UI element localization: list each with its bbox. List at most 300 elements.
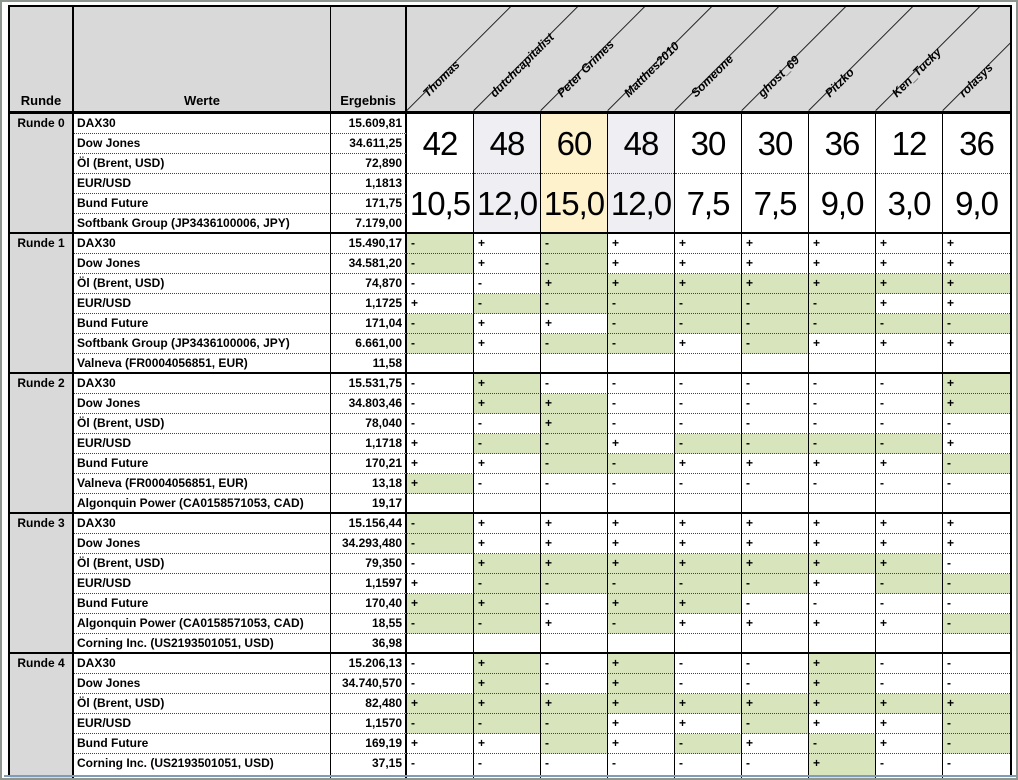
instrument-name-cell[interactable]: Dow Jones [74,534,331,554]
instrument-name-cell[interactable]: Dow Jones [74,134,331,154]
result-value-cell[interactable]: 15.490,17 [331,234,407,254]
prediction-cell[interactable]: + [809,754,876,774]
instrument-name-cell[interactable]: Bund Future [74,454,331,474]
prediction-cell[interactable]: - [541,374,608,394]
prediction-cell[interactable]: - [675,294,742,314]
prediction-cell[interactable]: - [541,654,608,674]
prediction-cell[interactable]: - [876,674,943,694]
player-name-label[interactable]: Thomas [420,57,463,100]
player-name-label[interactable]: rolasys [956,60,996,100]
prediction-cell[interactable]: + [474,374,541,394]
prediction-cell[interactable]: + [474,594,541,614]
player-name-label[interactable]: ghost_69 [755,52,803,100]
prediction-cell[interactable]: + [675,694,742,714]
prediction-cell[interactable] [474,494,541,514]
prediction-cell[interactable] [742,354,809,374]
score-cell[interactable]: 10,5 [409,185,471,222]
prediction-cell[interactable] [943,494,1010,514]
result-value-cell[interactable]: 34.803,46 [331,394,407,414]
prediction-cell[interactable] [474,634,541,654]
score-cell[interactable]: 12 [876,114,942,174]
prediction-cell[interactable]: + [474,454,541,474]
prediction-cell[interactable]: + [675,614,742,634]
prediction-cell[interactable]: + [675,514,742,534]
prediction-cell[interactable]: - [541,454,608,474]
score-cell[interactable]: 15,0 [541,174,607,234]
prediction-cell[interactable]: - [876,314,943,334]
prediction-cell[interactable]: + [675,254,742,274]
prediction-cell[interactable]: - [943,674,1010,694]
prediction-cell[interactable]: + [608,254,675,274]
instrument-name-cell[interactable]: Öl (Brent, USD) [74,694,331,714]
prediction-cell[interactable]: + [742,274,809,294]
prediction-cell[interactable]: + [809,454,876,474]
prediction-cell[interactable]: - [742,654,809,674]
prediction-cell[interactable]: + [608,234,675,254]
prediction-cell[interactable] [608,494,675,514]
prediction-cell[interactable]: - [474,714,541,734]
prediction-cell[interactable]: + [742,254,809,274]
prediction-cell[interactable]: + [675,594,742,614]
prediction-cell[interactable]: - [809,434,876,454]
prediction-cell[interactable]: + [474,534,541,554]
prediction-cell[interactable]: - [876,474,943,494]
prediction-cell[interactable]: - [608,754,675,774]
prediction-cell[interactable]: - [474,274,541,294]
prediction-cell[interactable]: - [943,654,1010,674]
prediction-cell[interactable]: + [608,594,675,614]
prediction-cell[interactable]: + [809,694,876,714]
score-cell[interactable]: 48 [474,114,540,174]
prediction-cell[interactable]: - [675,374,742,394]
result-value-cell[interactable]: 15.531,75 [331,374,407,394]
prediction-cell[interactable]: - [608,414,675,434]
prediction-cell[interactable]: + [675,534,742,554]
prediction-cell[interactable]: + [876,714,943,734]
result-value-cell[interactable]: 170,40 [331,594,407,614]
prediction-cell[interactable]: + [876,534,943,554]
column-header-ergebnis[interactable]: Ergebnis [331,7,407,111]
instrument-name-cell[interactable]: DAX30 [74,114,331,134]
prediction-cell[interactable] [407,634,474,654]
prediction-cell[interactable]: - [943,554,1010,574]
prediction-cell[interactable] [675,354,742,374]
prediction-cell[interactable]: + [474,514,541,534]
prediction-cell[interactable]: - [675,574,742,594]
prediction-cell[interactable]: + [943,254,1010,274]
round-label[interactable]: Runde 3 [10,514,74,654]
prediction-cell[interactable]: + [809,574,876,594]
prediction-cell[interactable]: - [742,434,809,454]
prediction-cell[interactable] [943,634,1010,654]
prediction-cell[interactable]: - [675,414,742,434]
player-name-label[interactable]: Someone [688,51,737,100]
prediction-cell[interactable]: - [675,654,742,674]
instrument-name-cell[interactable]: Dow Jones [74,254,331,274]
prediction-cell[interactable]: - [608,374,675,394]
prediction-cell[interactable]: + [809,614,876,634]
prediction-cell[interactable]: - [541,294,608,314]
prediction-cell[interactable]: + [742,534,809,554]
prediction-cell[interactable]: + [876,734,943,754]
prediction-cell[interactable]: - [675,474,742,494]
prediction-cell[interactable]: + [742,554,809,574]
score-cell[interactable]: 9,0 [820,185,864,222]
instrument-name-cell[interactable]: Bund Future [74,594,331,614]
prediction-cell[interactable]: - [608,394,675,414]
prediction-cell[interactable]: + [809,334,876,354]
prediction-cell[interactable] [675,634,742,654]
prediction-cell[interactable]: - [876,574,943,594]
prediction-cell[interactable]: - [608,474,675,494]
prediction-cell[interactable]: - [541,674,608,694]
prediction-cell[interactable]: + [541,694,608,714]
result-value-cell[interactable]: 11,58 [331,354,407,374]
prediction-cell[interactable] [541,354,608,374]
result-value-cell[interactable]: 36,98 [331,634,407,654]
prediction-cell[interactable]: - [608,454,675,474]
score-cell[interactable]: 30 [742,114,808,174]
prediction-cell[interactable]: - [407,254,474,274]
prediction-cell[interactable]: - [742,314,809,334]
prediction-cell[interactable]: + [541,314,608,334]
prediction-cell[interactable]: + [608,514,675,534]
prediction-cell[interactable]: + [608,534,675,554]
prediction-cell[interactable]: - [943,714,1010,734]
prediction-cell[interactable]: - [943,474,1010,494]
score-cell[interactable]: 48 [608,114,674,174]
instrument-name-cell[interactable]: EUR/USD [74,434,331,454]
prediction-cell[interactable]: + [876,334,943,354]
score-cell[interactable]: 36 [943,114,1010,174]
prediction-cell[interactable]: - [943,614,1010,634]
instrument-name-cell[interactable]: Dow Jones [74,394,331,414]
prediction-cell[interactable]: + [809,514,876,534]
instrument-name-cell[interactable]: Dow Jones [74,674,331,694]
result-value-cell[interactable]: 15.609,81 [331,114,407,134]
prediction-cell[interactable]: - [809,374,876,394]
prediction-cell[interactable] [742,634,809,654]
prediction-cell[interactable]: + [541,554,608,574]
round-label[interactable]: Runde 4 [10,654,74,774]
prediction-cell[interactable]: + [742,614,809,634]
prediction-cell[interactable]: + [608,734,675,754]
prediction-cell[interactable]: + [407,454,474,474]
prediction-cell[interactable]: + [809,234,876,254]
prediction-cell[interactable]: - [809,474,876,494]
prediction-cell[interactable]: - [541,594,608,614]
result-value-cell[interactable]: 37,15 [331,754,407,774]
score-cell[interactable]: 12,0 [608,174,674,234]
prediction-cell[interactable]: + [474,314,541,334]
prediction-cell[interactable]: + [943,374,1010,394]
prediction-cell[interactable]: - [407,754,474,774]
score-cell[interactable]: 30 [675,114,741,174]
prediction-cell[interactable]: - [407,394,474,414]
prediction-cell[interactable]: - [407,414,474,434]
prediction-cell[interactable]: + [742,694,809,714]
prediction-cell[interactable]: - [675,674,742,694]
prediction-cell[interactable] [943,354,1010,374]
round-label[interactable]: Runde 0 [10,114,74,234]
prediction-cell[interactable]: + [943,274,1010,294]
prediction-cell[interactable] [876,634,943,654]
prediction-cell[interactable]: - [809,394,876,414]
result-value-cell[interactable]: 6.661,00 [331,334,407,354]
instrument-name-cell[interactable]: Valneva (FR0004056851, EUR) [74,354,331,374]
prediction-cell[interactable]: + [474,734,541,754]
prediction-cell[interactable]: + [876,274,943,294]
prediction-cell[interactable]: - [876,414,943,434]
score-cell[interactable]: 9,0 [955,185,998,222]
column-header-runde[interactable]: Runde [10,7,74,111]
prediction-cell[interactable]: + [943,694,1010,714]
prediction-cell[interactable]: - [608,614,675,634]
prediction-cell[interactable]: + [876,694,943,714]
prediction-cell[interactable]: + [541,614,608,634]
prediction-cell[interactable]: + [809,714,876,734]
prediction-cell[interactable] [876,494,943,514]
prediction-cell[interactable]: - [407,334,474,354]
prediction-cell[interactable]: + [541,534,608,554]
prediction-cell[interactable]: - [675,754,742,774]
prediction-cell[interactable]: - [541,474,608,494]
result-value-cell[interactable]: 82,480 [331,694,407,714]
prediction-cell[interactable]: - [407,514,474,534]
result-value-cell[interactable]: 1,1813 [331,174,407,194]
prediction-cell[interactable] [876,354,943,374]
prediction-cell[interactable]: + [943,334,1010,354]
prediction-cell[interactable]: - [876,754,943,774]
result-value-cell[interactable]: 18,55 [331,614,407,634]
prediction-cell[interactable]: + [474,694,541,714]
prediction-cell[interactable]: - [809,314,876,334]
prediction-cell[interactable]: + [608,434,675,454]
prediction-cell[interactable]: + [876,454,943,474]
instrument-name-cell[interactable]: Bund Future [74,314,331,334]
prediction-cell[interactable]: + [474,674,541,694]
prediction-cell[interactable]: - [407,614,474,634]
instrument-name-cell[interactable]: Öl (Brent, USD) [74,274,331,294]
prediction-cell[interactable]: - [876,394,943,414]
prediction-cell[interactable]: + [809,554,876,574]
prediction-cell[interactable]: - [742,714,809,734]
prediction-cell[interactable]: - [943,574,1010,594]
prediction-cell[interactable]: - [675,434,742,454]
prediction-cell[interactable]: - [742,294,809,314]
prediction-cell[interactable]: + [675,234,742,254]
prediction-cell[interactable]: - [474,614,541,634]
prediction-cell[interactable]: - [876,434,943,454]
score-cell[interactable]: 7,5 [686,185,730,222]
prediction-cell[interactable]: - [742,394,809,414]
score-cell[interactable]: 42 [407,114,473,174]
prediction-cell[interactable]: + [742,734,809,754]
prediction-cell[interactable]: - [541,334,608,354]
prediction-cell[interactable]: + [541,394,608,414]
prediction-cell[interactable] [809,634,876,654]
instrument-name-cell[interactable]: DAX30 [74,374,331,394]
result-value-cell[interactable]: 34.293,480 [331,534,407,554]
instrument-name-cell[interactable]: EUR/USD [74,174,331,194]
instrument-name-cell[interactable]: Bund Future [74,734,331,754]
prediction-cell[interactable]: + [943,394,1010,414]
prediction-cell[interactable]: + [742,514,809,534]
prediction-cell[interactable] [407,494,474,514]
instrument-name-cell[interactable]: Softbank Group (JP3436100006, JPY) [74,214,331,234]
prediction-cell[interactable]: - [876,374,943,394]
prediction-cell[interactable]: + [407,694,474,714]
prediction-cell[interactable]: + [474,334,541,354]
prediction-cell[interactable]: + [474,234,541,254]
prediction-cell[interactable]: + [608,694,675,714]
score-cell[interactable]: 12,0 [474,174,540,234]
prediction-cell[interactable]: + [474,254,541,274]
prediction-cell[interactable]: - [742,594,809,614]
prediction-cell[interactable]: + [876,514,943,534]
prediction-cell[interactable]: + [474,394,541,414]
prediction-cell[interactable]: - [947,756,951,770]
prediction-cell[interactable]: - [742,334,809,354]
prediction-cell[interactable]: + [608,554,675,574]
prediction-cell[interactable]: + [943,234,1010,254]
prediction-cell[interactable]: - [809,734,876,754]
prediction-cell[interactable]: - [541,754,608,774]
prediction-cell[interactable]: + [742,454,809,474]
prediction-cell[interactable] [541,634,608,654]
prediction-cell[interactable]: + [541,514,608,534]
prediction-cell[interactable]: + [876,554,943,574]
prediction-cell[interactable]: - [407,654,474,674]
instrument-name-cell[interactable]: Öl (Brent, USD) [74,414,331,434]
prediction-cell[interactable]: - [407,374,474,394]
prediction-cell[interactable]: + [675,554,742,574]
prediction-cell[interactable]: - [742,574,809,594]
result-value-cell[interactable]: 34.611,25 [331,134,407,154]
result-value-cell[interactable]: 13,18 [331,474,407,494]
player-name-label[interactable]: Peter Grimes [554,37,617,100]
instrument-name-cell[interactable]: Bund Future [74,194,331,214]
prediction-cell[interactable]: + [809,274,876,294]
result-value-cell[interactable]: 1,1725 [331,294,407,314]
player-name-label[interactable]: Matthes2010 [621,39,682,100]
score-cell[interactable]: 36 [809,114,875,174]
prediction-cell[interactable]: + [608,274,675,294]
prediction-cell[interactable]: + [608,714,675,734]
prediction-cell[interactable] [541,494,608,514]
prediction-cell[interactable]: + [541,414,608,434]
instrument-name-cell[interactable]: DAX30 [74,234,331,254]
prediction-cell[interactable] [474,354,541,374]
instrument-name-cell[interactable]: Algonquin Power (CA0158571053, CAD) [74,494,331,514]
result-value-cell[interactable]: 1,1597 [331,574,407,594]
prediction-cell[interactable]: + [809,534,876,554]
prediction-cell[interactable]: - [541,574,608,594]
prediction-cell[interactable]: - [474,294,541,314]
prediction-cell[interactable]: - [407,234,474,254]
prediction-cell[interactable]: + [943,434,1010,454]
instrument-name-cell[interactable]: EUR/USD [74,294,331,314]
prediction-cell[interactable]: - [474,754,541,774]
prediction-cell[interactable]: - [541,434,608,454]
score-cell[interactable]: 7,5 [753,185,797,222]
score-cell[interactable]: 60 [541,114,607,174]
result-value-cell[interactable]: 1,1718 [331,434,407,454]
prediction-cell[interactable]: - [407,314,474,334]
instrument-name-cell[interactable]: Corning Inc. (US2193501051, USD) [74,754,331,774]
prediction-cell[interactable]: - [407,674,474,694]
prediction-cell[interactable]: - [742,374,809,394]
prediction-cell[interactable]: + [407,434,474,454]
player-name-label[interactable]: dutchcapitalist [487,30,557,100]
prediction-cell[interactable]: + [809,674,876,694]
result-value-cell[interactable]: 7.179,00 [331,214,407,234]
result-value-cell[interactable]: 34.740,570 [331,674,407,694]
prediction-cell[interactable] [809,494,876,514]
prediction-cell[interactable]: - [407,714,474,734]
prediction-cell[interactable]: - [608,334,675,354]
instrument-name-cell[interactable]: DAX30 [74,514,331,534]
round-label[interactable]: Runde 1 [10,234,74,374]
prediction-cell[interactable]: - [809,414,876,434]
prediction-cell[interactable]: + [809,254,876,274]
result-value-cell[interactable]: 15.156,44 [331,514,407,534]
result-value-cell[interactable]: 78,040 [331,414,407,434]
instrument-name-cell[interactable]: Algonquin Power (CA0158571053, CAD) [74,614,331,634]
prediction-cell[interactable]: + [675,334,742,354]
prediction-cell[interactable]: + [943,514,1010,534]
prediction-cell[interactable] [608,354,675,374]
prediction-cell[interactable]: - [809,594,876,614]
prediction-cell[interactable]: + [943,294,1010,314]
result-value-cell[interactable]: 72,890 [331,154,407,174]
player-name-label[interactable]: Ken_Tucky [889,44,945,100]
prediction-cell[interactable]: + [407,474,474,494]
prediction-cell[interactable]: - [876,654,943,674]
result-value-cell[interactable]: 1,1570 [331,714,407,734]
column-header-werte[interactable]: Werte [74,7,331,111]
prediction-cell[interactable]: + [876,234,943,254]
prediction-cell[interactable]: + [608,674,675,694]
prediction-cell[interactable]: + [474,654,541,674]
instrument-name-cell[interactable]: Corning Inc. (US2193501051, USD) [74,634,331,654]
result-value-cell[interactable]: 79,350 [331,554,407,574]
result-value-cell[interactable]: 19,17 [331,494,407,514]
prediction-cell[interactable] [407,354,474,374]
prediction-cell[interactable]: + [876,254,943,274]
prediction-cell[interactable]: - [742,674,809,694]
prediction-cell[interactable]: - [943,414,1010,434]
result-value-cell[interactable]: 15.206,13 [331,654,407,674]
prediction-cell[interactable]: - [608,314,675,334]
prediction-cell[interactable]: - [474,434,541,454]
result-value-cell[interactable]: 171,75 [331,194,407,214]
result-value-cell[interactable]: 171,04 [331,314,407,334]
prediction-cell[interactable]: - [474,474,541,494]
prediction-cell[interactable]: - [541,734,608,754]
instrument-name-cell[interactable]: Softbank Group (JP3436100006, JPY) [74,334,331,354]
prediction-cell[interactable]: + [675,274,742,294]
prediction-cell[interactable]: - [742,474,809,494]
prediction-cell[interactable]: + [675,454,742,474]
prediction-cell[interactable]: - [943,314,1010,334]
result-value-cell[interactable]: 34.581,20 [331,254,407,274]
prediction-cell[interactable]: + [407,294,474,314]
prediction-cell[interactable]: + [608,654,675,674]
prediction-cell[interactable]: + [943,534,1010,554]
instrument-name-cell[interactable]: DAX30 [74,654,331,674]
prediction-cell[interactable]: - [943,594,1010,614]
